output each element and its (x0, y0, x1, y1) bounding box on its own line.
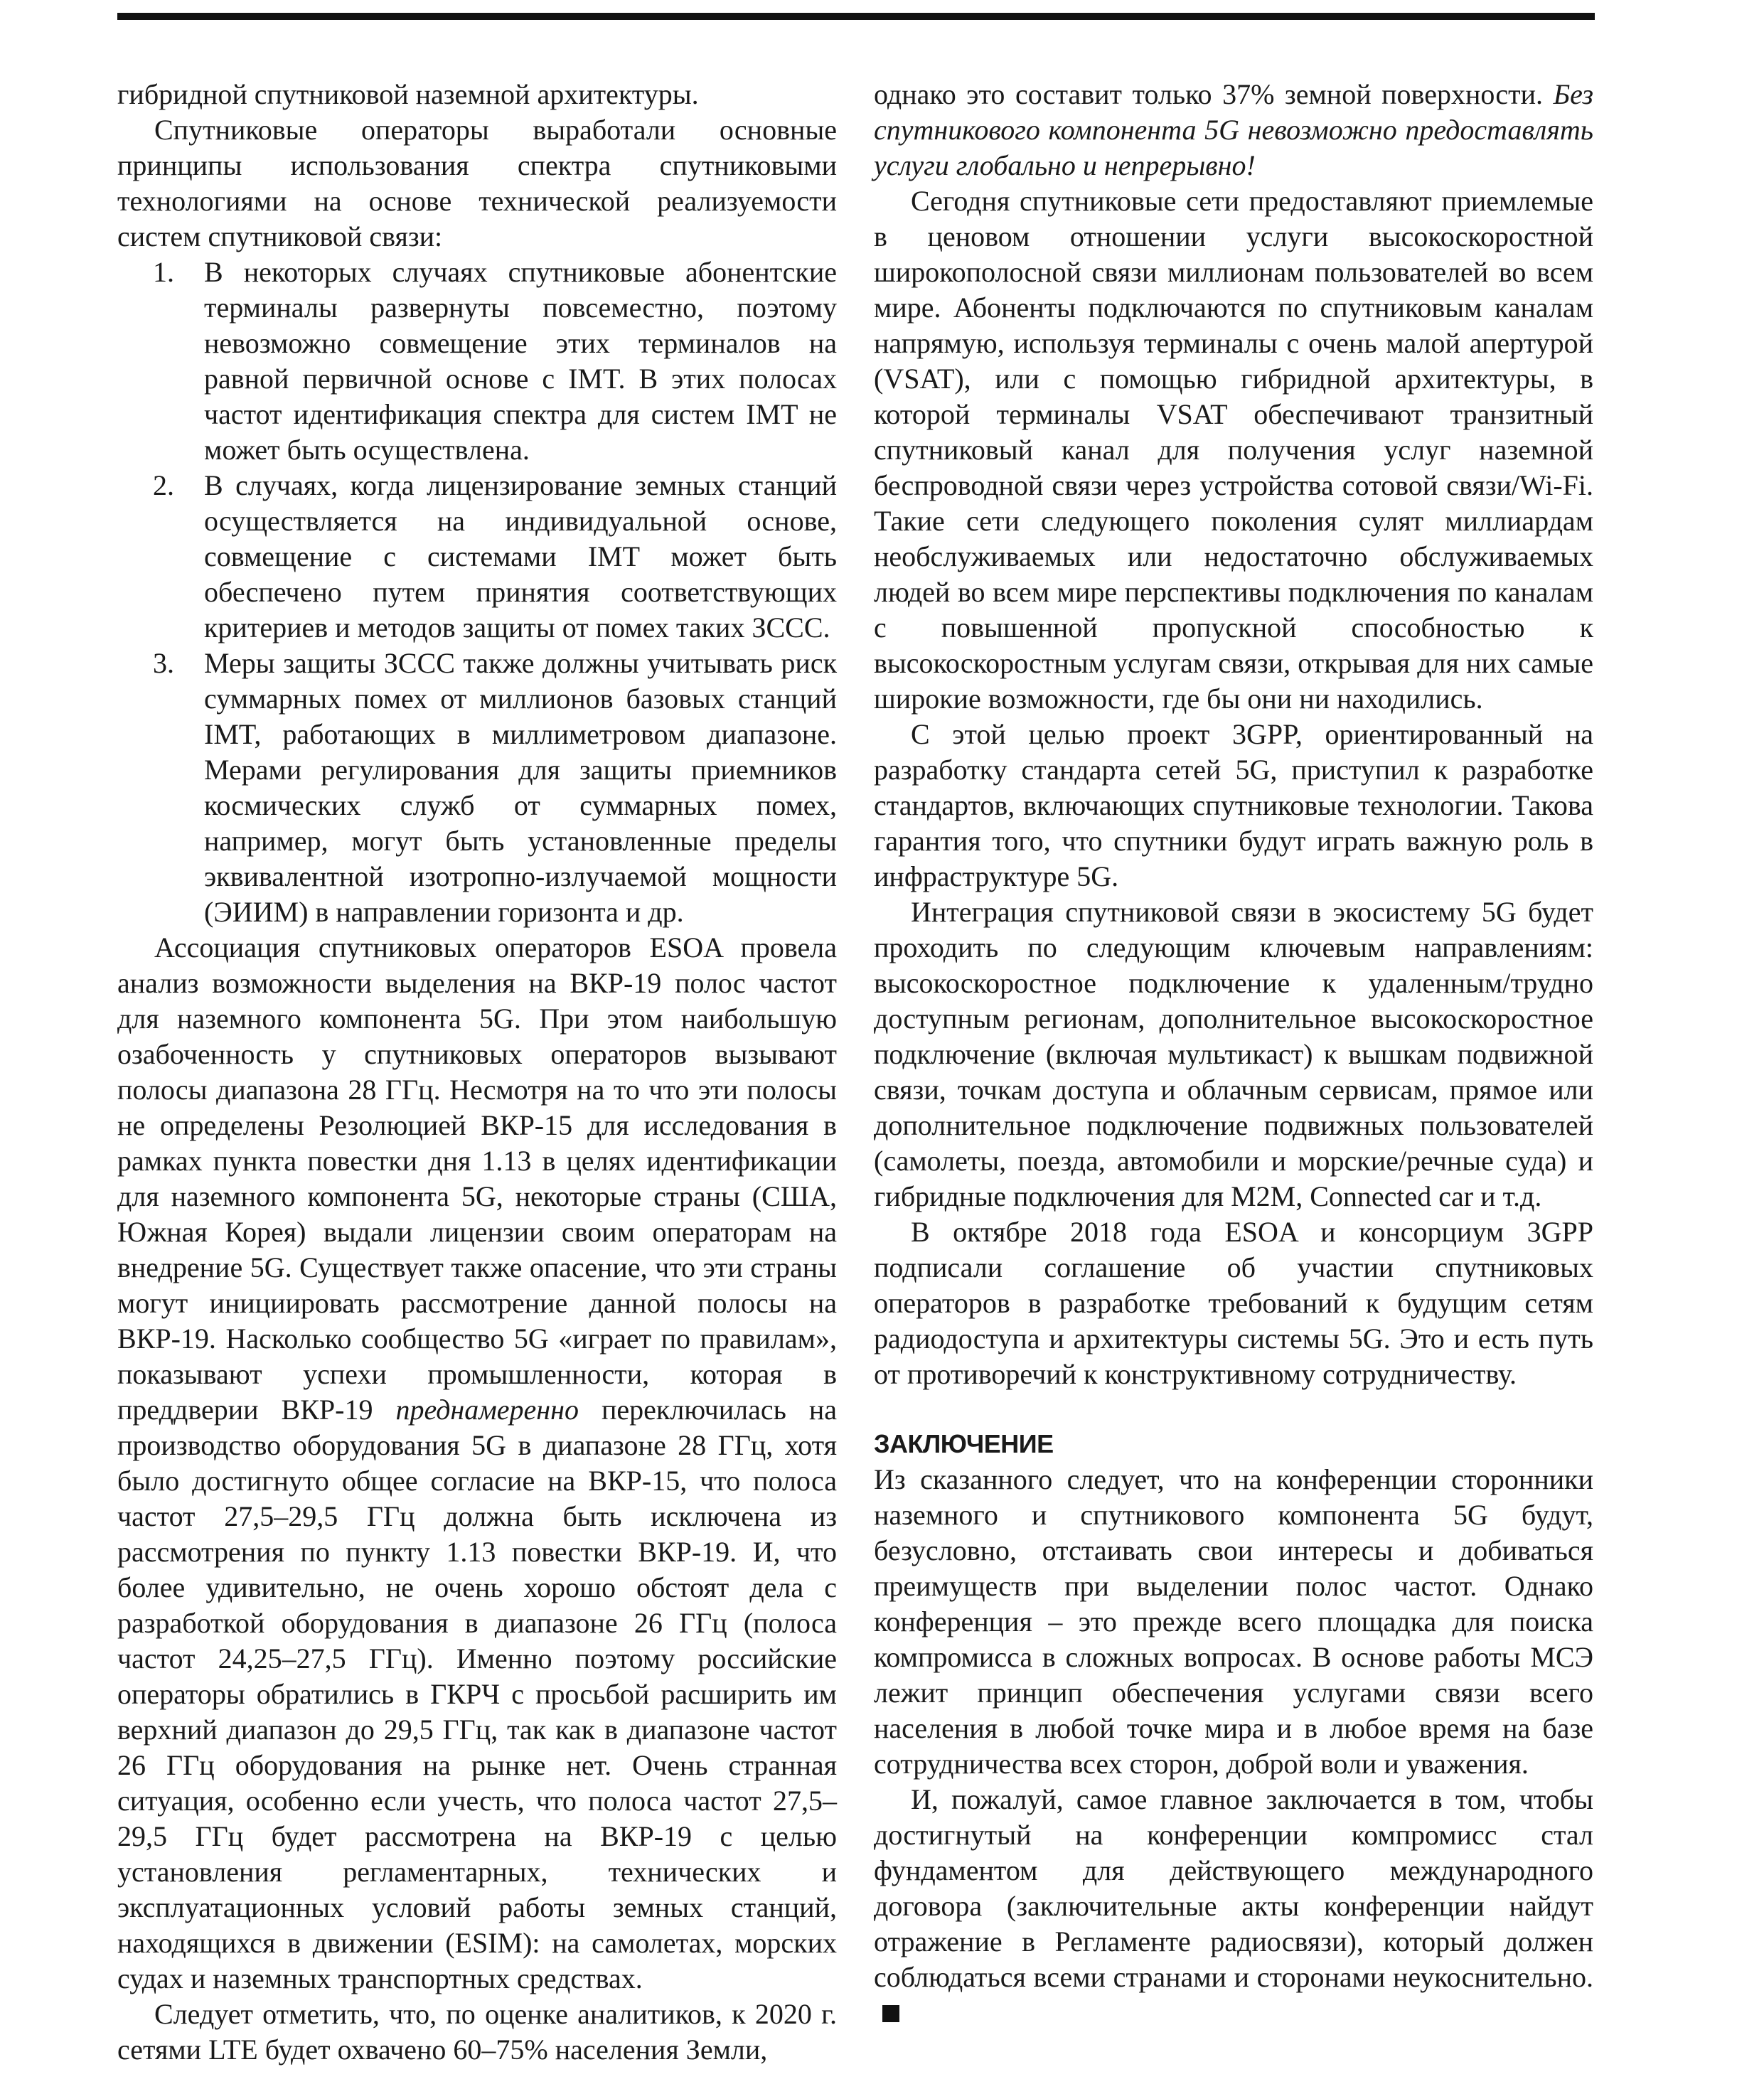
list-item (117, 468, 837, 646)
italic-text: Без спутникового компонента 5G невозможно предоставлять услуги глобально и непрерывно! (874, 78, 1593, 181)
paragraph: гибридной спутниковой наземной архитектуры. (117, 78, 699, 110)
paragraph (874, 77, 1593, 183)
paragraph: Спутниковые операторы выработали основные принципы использования спектра спутниковыми технологиями на основе технической реализуемости систем спутниковой связи: (117, 114, 837, 252)
italic-text: преднамеренно (395, 1394, 579, 1426)
list-item-text: Меры защиты ЗССС также должны учитывать риск суммарных помех от миллионов базовых станций IMT, работающих в миллиметровом диапазоне. Мерами регулирования для защиты приемников космических служб от суммарных помех, например, могут быть установленные пределы эквивалентной изотропно-излучаемой мощности (ЭИИМ) в направлении горизонта и др. (204, 647, 837, 928)
paragraph: Следует отметить, что, по оценке аналитиков, к 2020 г. сетями LTE будет охвачено 60–75% населения Земли, (117, 1998, 837, 2066)
list-item (117, 255, 837, 468)
paragraph (874, 1782, 1593, 2031)
paragraph: Сегодня спутниковые сети предоставляют приемлемые в ценовом отношении услуги высокоскоростной широкополосной связи миллионам пользователей во всем мире. Абоненты подключаются по спутниковым каналам напрямую, используя терминалы с очень малой апертурой (VSAT), или с помощью гибридной архитектуры, в которой терминалы VSAT обеспечивают транзитный спутниковый канал для получения услуг наземной беспроводной связи через устройства сотовой связи/Wi-Fi. Такие сети следующего поколения сулят миллиардам необслуживаемых или недостаточно обслуживаемых людей во всем мире перспективы подключения по каналам с повышенной пропускной способностью к высокоскоростным услугам связи, открывая для них самые широкие возможности, где бы они ни находились. (874, 185, 1593, 715)
principles-list (117, 255, 837, 930)
list-item (117, 646, 837, 930)
list-number: 3. (153, 647, 174, 679)
paragraph: С этой целью проект 3GPP, ориентированный на разработку стандарта сетей 5G, приступил к разработке стандартов, включающих спутниковые технологии. Такова гарантия того, что спутники будут играть важную роль в инфраструктуре 5G. (874, 718, 1593, 892)
paragraph: Интеграция спутниковой связи в экосистему 5G будет проходить по следующим ключевым направлениям: высокоскоростное подключение к удаленным/трудно доступным регионам, дополнительное высокоскоростное подключение (включая мультикаст) к вышкам подвижной связи, точкам доступа и облачным сервисам, прямое или дополнительное подключение подвижных пользователей (самолеты, поезда, автомобили и морские/речные суда) и гибридные подключения для M2M, Connected car и т.д. (874, 896, 1593, 1212)
top-rule (117, 13, 1595, 20)
paragraph-text: Ассоциация спутниковых операторов ESOA провела анализ возможности выделения на ВКР-19 полос частот для наземного компонента 5G. При этом наибольшую озабоченность у спутниковых операторов вызывают полосы диапазона 28 ГГц. Несмотря на то что эти полосы не определены Резолюцией ВКР-15 для исследования в рамках пункта повестки дня 1.13 в целях идентификации для наземного компонента 5G, некоторые страны (США, Южная Корея) выдали лицензии своим операторам на внедрение 5G. Существует также опасение, что эти страны могут инициировать рассмотрение данной полосы на ВКР-19. Насколько сообщество 5G «играет по правилам», показывают успехи промышленности, которая в преддверии ВКР-19 (117, 931, 837, 1426)
paragraph-text: однако это составит только 37% земной поверхности. (874, 78, 1554, 110)
paragraph-text: И, пожалуй, самое главное заключается в том, чтобы достигнутый на конференции компромисс стал фундаментом для действующего международного договора (заключительные акты конференции найдут отражение в Регламенте радиосвязи), который должен соблюдаться всеми странами и сторонами неукоснительно. (874, 1783, 1593, 1993)
list-number: 2. (153, 469, 174, 501)
paragraph: В октябре 2018 года ESOA и консорциум 3GPP подписали соглашение об участии спутниковых операторов в разработке требований к будущим сетям радиодоступа и архитектуры системы 5G. Это и есть путь от противоречий к конструктивному сотрудничеству. (874, 1216, 1593, 1390)
left-column (117, 77, 837, 2068)
list-item-text: В случаях, когда лицензирование земных станций осуществляется на индивидуальной основе, совмещение с системами IMT может быть обеспечено путем принятия соответствующих критериев и методов защиты от помех таких ЗССС. (204, 469, 837, 643)
section-heading: ЗАКЛЮЧЕНИЕ (874, 1429, 1054, 1458)
list-item-text: В некоторых случаях спутниковые абонентские терминалы развернуты повсеместно, поэтому невозможно совмещение этих терминалов на равной первичной основе с IMT. В этих полосах частот идентификация спектра для систем IMT не может быть осуществлена. (204, 256, 837, 466)
list-number: 1. (153, 256, 174, 288)
paragraph-text: переключилась на производство оборудования 5G в диапазоне 28 ГГц, хотя было достигнуто общее согласие на ВКР-15, что полоса частот 27,5–29,5 ГГц должна быть исключена из рассмотрения по пункту 1.13 повестки ВКР-19. И, что более удивительно, не очень хорошо обстоят дела с разработкой оборудования в диапазоне 26 ГГц (полоса частот 24,25–27,5 ГГц). Именно поэтому российские операторы обратились в ГКРЧ с просьбой расширить им верхний диапазон до 29,5 ГГц, так как в диапазоне частот 26 ГГц оборудования на рынке нет. Очень странная ситуация, особенно если учесть, что полоса частот 27,5–29,5 ГГц будет рассмотрена на ВКР-19 с целью установления регламентарных, технических и эксплуатационных условий работы земных станций, находящихся в движении (ESIM): на самолетах, морских судах и наземных транспортных средствах. (117, 1394, 838, 1994)
paragraph (117, 930, 837, 1997)
paragraph: Из сказанного следует, что на конференции сторонники наземного и спутникового компонента 5G будут, безусловно, отстаивать свои интересы и добиваться преимуществ при выделении полос частот. Однако конференция – это прежде всего площадка для поиска компромисса в сложных вопросах. В основе работы МСЭ лежит принцип обеспечения услугами связи всего населения в любой точке мира и в любое время на базе сотрудничества всех сторон, доброй воли и уважения. (874, 1463, 1593, 1780)
right-column (874, 77, 1593, 2031)
end-mark-icon (882, 2005, 899, 2022)
